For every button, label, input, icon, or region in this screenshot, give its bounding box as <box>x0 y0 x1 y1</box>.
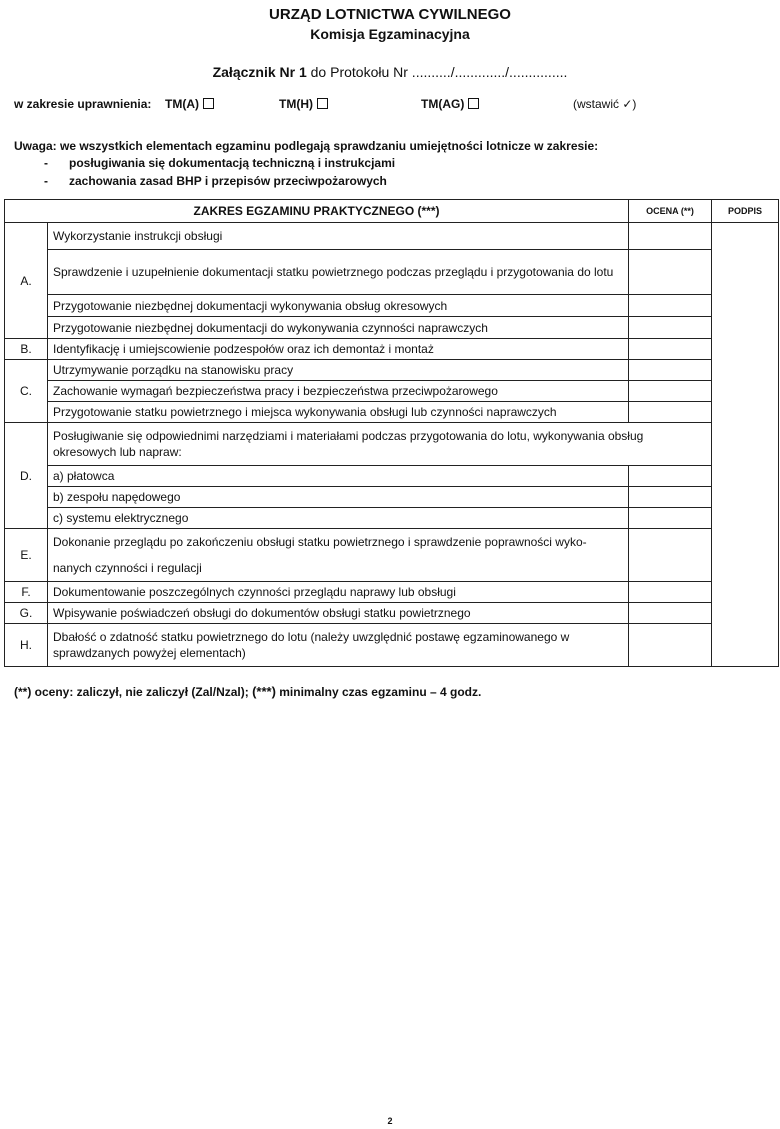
section-letter: C. <box>5 360 48 423</box>
table-row <box>5 250 779 295</box>
scope-header: ZAKRES EGZAMINU PRAKTYCZNEGO (***) <box>5 200 629 223</box>
signature-cell[interactable] <box>712 223 779 667</box>
protocol-number: do Protokołu Nr ........../............./............... <box>306 64 568 80</box>
table-row <box>5 466 779 487</box>
section-letter: G. <box>5 603 48 624</box>
exam-table <box>4 199 779 667</box>
scope-label: w zakresie uprawnienia: <box>14 97 152 111</box>
signature-header: PODPIS <box>712 200 779 223</box>
grade-cell[interactable] <box>629 402 712 423</box>
item-text: Sprawdzenie i uzupełnienie dokumentacji statku powietrznego podczas przeglądu i przygotowania do lotu <box>48 250 629 295</box>
grade-header: OCENA (**) <box>629 200 712 223</box>
office-title: URZĄD LOTNICTWA CYWILNEGO <box>269 6 511 23</box>
dash-icon: - <box>44 174 48 188</box>
footnote-time: minimalny czas egzaminu – 4 godz. <box>279 685 482 699</box>
annex-label: Załącznik Nr 1 <box>212 64 307 80</box>
item-text: c) systemu elektrycznego <box>48 508 629 529</box>
item-text: Posługiwanie się odpowiednimi narzędziami i materiałami podczas przygotowania do lotu, wykonywania obsług okresowych lub napraw: <box>48 423 712 466</box>
grade-cell[interactable] <box>629 250 712 295</box>
header-row <box>5 200 779 223</box>
grade-cell[interactable] <box>629 295 712 317</box>
section-letter: A. <box>5 223 48 339</box>
footnote-grades: (**) oceny: zaliczył, nie zaliczył (Zal/Nzal); <box>14 685 249 699</box>
scope-option-tma[interactable] <box>165 97 214 111</box>
table-row <box>5 603 779 624</box>
section-letter: H. <box>5 624 48 667</box>
table-row <box>5 582 779 603</box>
grade-cell[interactable] <box>629 603 712 624</box>
footnote-time-marker: (***) <box>252 684 276 699</box>
section-letter: F. <box>5 582 48 603</box>
page-number: 2 <box>387 1116 393 1126</box>
scope-hint: (wstawić ✓) <box>573 97 637 111</box>
table-row <box>5 624 779 667</box>
checkbox-icon[interactable] <box>317 98 328 109</box>
table-row <box>5 360 779 381</box>
section-letter: E. <box>5 529 48 582</box>
table-row <box>5 529 779 582</box>
grade-cell[interactable] <box>629 508 712 529</box>
section-letter: B. <box>5 339 48 360</box>
item-text: a) płatowca <box>48 466 629 487</box>
table-row <box>5 402 779 423</box>
item-text: Identyfikację i umiejscowienie podzespołów oraz ich demontaż i montaż <box>48 339 629 360</box>
item-text: Dokonanie przeglądu po zakończeniu obsługi statku powietrznego i sprawdzenie poprawności wyko-nanych czynności i regulacji <box>48 529 629 582</box>
table-row <box>5 508 779 529</box>
checkbox-icon[interactable] <box>468 98 479 109</box>
grade-cell[interactable] <box>629 624 712 667</box>
note-bullet <box>44 174 387 188</box>
item-text: Przygotowanie statku powietrznego i miejsca wykonywania obsługi lub czynności naprawczych <box>48 402 629 423</box>
scope-option-tmag[interactable] <box>421 97 479 111</box>
table-row <box>5 487 779 508</box>
item-text: Utrzymywanie porządku na stanowisku pracy <box>48 360 629 381</box>
grade-cell[interactable] <box>629 487 712 508</box>
scope-option-label: TM(AG) <box>421 97 465 111</box>
item-text: Dbałość o zdatność statku powietrznego do lotu (należy uwzględnić postawę egzaminowanego w sprawdzanych powyżej elementach) <box>48 624 629 667</box>
commission-title: Komisja Egzaminacyjna <box>310 26 470 42</box>
item-text: b) zespołu napędowego <box>48 487 629 508</box>
table-row <box>5 223 779 250</box>
dash-icon: - <box>44 156 48 170</box>
note-bullet <box>44 156 396 170</box>
table-row <box>5 317 779 339</box>
item-text: Dokumentowanie poszczególnych czynności przeglądu naprawy lub obsługi <box>48 582 629 603</box>
bullet-text: posługiwania się dokumentacją techniczną i instrukcjami <box>69 156 396 170</box>
grade-cell[interactable] <box>629 381 712 402</box>
item-text: Przygotowanie niezbędnej dokumentacji wykonywania obsług okresowych <box>48 295 629 317</box>
exam-table-wrap <box>4 199 778 664</box>
grade-cell[interactable] <box>629 317 712 339</box>
item-text: Wykorzystanie instrukcji obsługi <box>48 223 629 250</box>
table-row <box>5 423 779 466</box>
table-row <box>5 339 779 360</box>
footnote <box>14 684 481 699</box>
grade-cell[interactable] <box>629 360 712 381</box>
annex-line <box>0 64 780 80</box>
scope-option-label: TM(A) <box>165 97 199 111</box>
item-text: Wpisywanie poświadczeń obsługi do dokumentów obsługi statku powietrznego <box>48 603 629 624</box>
grade-cell[interactable] <box>629 582 712 603</box>
checkbox-icon[interactable] <box>203 98 214 109</box>
section-letter: D. <box>5 423 48 529</box>
table-row <box>5 381 779 402</box>
scope-option-label: TM(H) <box>279 97 313 111</box>
item-text: Zachowanie wymagań bezpieczeństwa pracy i bezpieczeństwa przeciwpożarowego <box>48 381 629 402</box>
grade-cell[interactable] <box>629 466 712 487</box>
table-row <box>5 295 779 317</box>
item-text: Przygotowanie niezbędnej dokumentacji do wykonywania czynności naprawczych <box>48 317 629 339</box>
grade-cell[interactable] <box>629 223 712 250</box>
grade-cell[interactable] <box>629 529 712 582</box>
bullet-text: zachowania zasad BHP i przepisów przeciwpożarowych <box>69 174 387 188</box>
note-text: Uwaga: we wszystkich elementach egzaminu podlegają sprawdzaniu umiejętności lotnicze w zakresie: <box>14 139 599 153</box>
grade-cell[interactable] <box>629 339 712 360</box>
scope-option-tmh[interactable] <box>279 97 328 111</box>
